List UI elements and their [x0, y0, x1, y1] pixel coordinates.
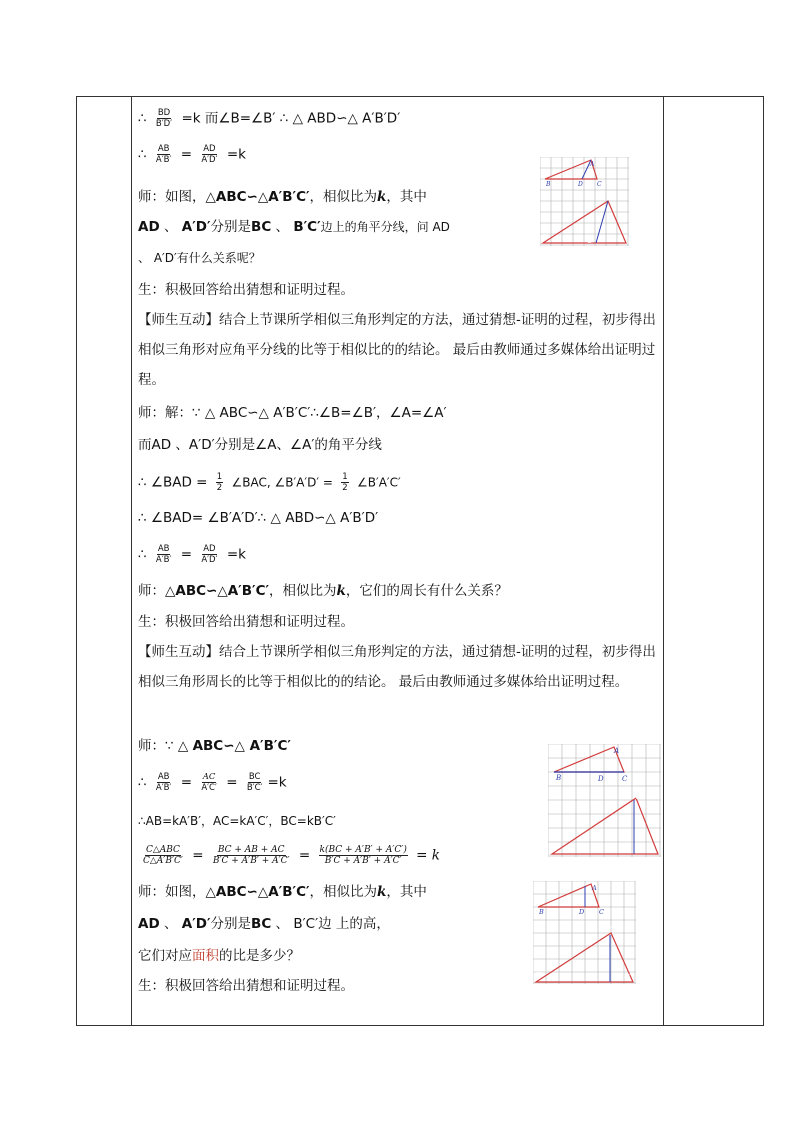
label-D-prime: D′: [623, 847, 631, 855]
label-A-prime: A′: [607, 195, 613, 202]
grid: [540, 157, 629, 246]
line-9: ∴ ∠BAD = $\frac{1}{2}$ ∠BAC, ∠B′A′D′ = $\frac{1}{2}$ ∠B′A′C′: [138, 472, 401, 493]
label-C: C: [622, 775, 628, 783]
line-3: 师：如图，△ABC∽△A′B′C′，相似比为k，其中: [138, 189, 427, 205]
label-B: B: [546, 181, 551, 188]
triangle-abc-prime: [536, 933, 633, 982]
line-2: ∴ $\frac{AB}{A'B'}$ = $\frac{AD}{A'D'}$ =k: [138, 144, 246, 165]
label-A: A: [614, 747, 620, 755]
line-4: AD 、 A′D′分别是BC 、 B′C′边上的角平分线，问 AD: [138, 219, 450, 235]
line-6: 生：积极回答给出猜想和证明过程。: [138, 282, 354, 298]
label-C-prime: C′: [624, 973, 631, 981]
line-1: ∴ $\frac{BD}{B'D'}$ =k 而∠B=∠B′ ∴ △ ABD∽△ A′B′D′: [138, 108, 401, 129]
label-D-prime: D′: [600, 973, 607, 981]
line-21: 生：积极回答给出猜想和证明过程。: [138, 978, 354, 994]
label-D: D: [598, 775, 604, 783]
line-14: 师：∵ △ ABC∽△ A′B′C′: [138, 738, 291, 754]
label-C-prime: C′: [648, 847, 655, 855]
line-10: ∴ ∠BAD= ∠B′A′D′∴ △ ABD∽△ A′B′D′: [138, 510, 379, 526]
label-C: C: [597, 181, 602, 188]
triangle-abc: [538, 884, 599, 907]
label-D: D: [579, 908, 585, 916]
line-20: 它们对应面积的比是多少？: [138, 948, 300, 964]
line-7: 师：解：∵ △ ABC∽△ A′B′C′∴∠B=∠B′，∠A=∠A′: [138, 405, 447, 421]
figure-angle-bisector: [540, 157, 629, 246]
table-column-divider-right: [663, 96, 664, 1026]
line-16: ∴AB=kA′B′，AC=kA′C′，BC=kB′C′: [138, 814, 336, 828]
line-13: 生：积极回答给出猜想和证明过程。: [138, 614, 354, 630]
paragraph-interaction-2: 【师生互动】结合上节课所学相似三角形判定的方法，通过猜想-证明的过程，初步得出相似三角形周长的比等于相似比的的结论。 最后由教师通过多媒体给出证明过程。: [138, 644, 656, 690]
label-D-prime: D′: [588, 238, 595, 245]
line-11: ∴ $\frac{AB}{A'B'}$ = $\frac{AD}{A'D'}$ =k: [138, 544, 246, 565]
label-A-prime: A′: [609, 925, 616, 933]
label-C-prime: C′: [617, 237, 623, 244]
triangle-abc-prime: [552, 798, 658, 854]
grid: [548, 744, 661, 857]
line-18: 师：如图，△ABC∽△A′B′C′，相似比为k，其中: [138, 884, 427, 900]
label-D: D: [578, 181, 583, 188]
paragraph-interaction-1: 【师生互动】结合上节课所学相似三角形判定的方法，通过猜想-证明的过程，初步得出相似三角形对应角平分线的比等于相似比的的结论。 最后由教师通过多媒体给出证明过程。: [138, 312, 656, 388]
line-17: $\frac{\text{C△ABC}}{C\triangle A'B'C'}$ = $\frac{BC + AB + AC}{B'C + A'B' + A'C'}$ = $\frac{k(BC + A'B' + A'C')}{B'C + A'B' + A'C'}$ = k: [143, 845, 440, 866]
line-12: 师：△ABC∽△A′B′C′，相似比为k，它们的周长有什么关系？: [138, 583, 508, 599]
line-8: 而AD 、A′D′分别是∠A、∠A′的角平分线: [138, 437, 382, 453]
line-5: 、 A′D′有什么关系呢？: [138, 251, 261, 265]
figure-height-area: [533, 881, 636, 984]
line-15: ∴ $\frac{AB}{A'B'}$ = $\frac{AC}{A'C'}$ = $\frac{BC}{B'C'}$ =k: [138, 772, 287, 793]
label-A: A: [590, 161, 595, 168]
label-A: A: [592, 884, 597, 892]
label-A-prime: A′: [633, 793, 640, 801]
label-C: C: [599, 908, 604, 916]
figure-perimeter: [548, 744, 661, 857]
label-B-prime: B′: [536, 971, 543, 979]
line-19: AD 、 A′D′分别是BC 、 B′C′边 上的高，: [138, 916, 390, 932]
label-B-prime: B′: [552, 845, 559, 853]
label-B: B: [539, 908, 544, 916]
table-column-divider-left: [131, 96, 132, 1026]
label-B-prime: B′: [542, 234, 548, 241]
triangle-abc-prime: [543, 201, 626, 243]
label-B: B: [556, 774, 562, 782]
